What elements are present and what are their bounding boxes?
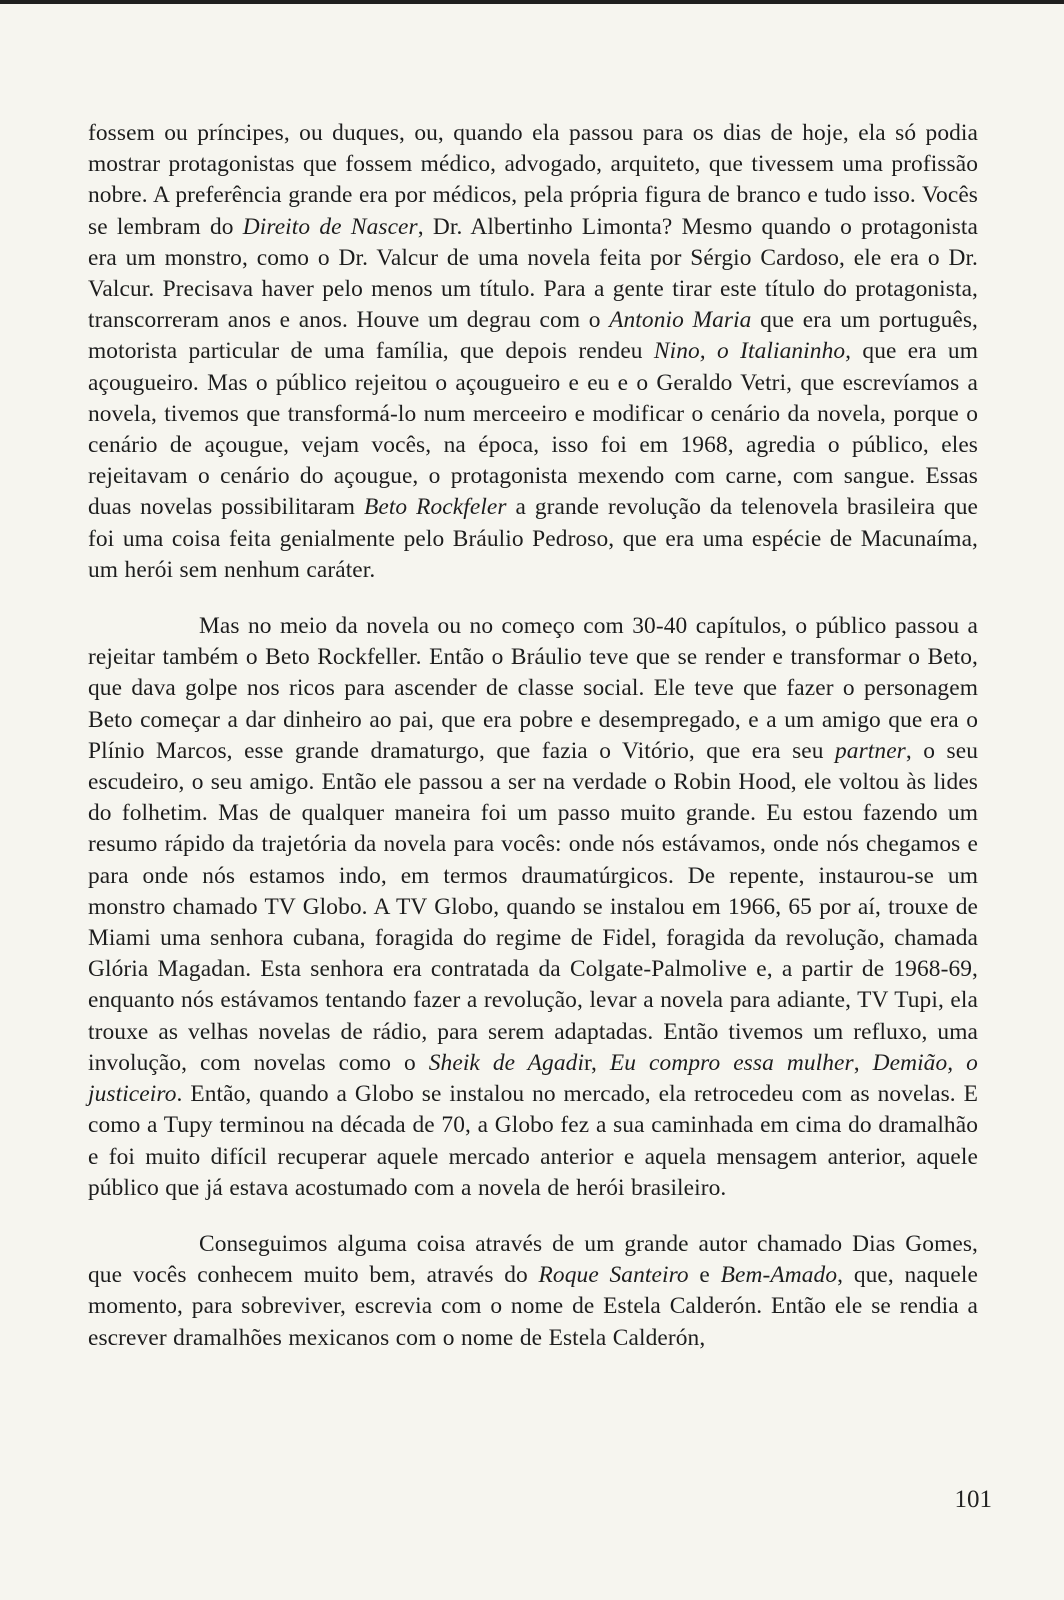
text-run: que era um açougueiro. Mas o público rejeitou o açougueiro e eu e o Geraldo Vetri, que escrevíamos a novela, tivemos que transformá-lo num merceeiro e modificar o cenário da novela, porque o cenário de açougue, vejam vocês, na época, isso foi em 1968, agredia o público, eles rejeitavam o cenário do açougue, o protagonista mexendo com carne, com sangue. Essas duas novelas possibilitaram	[88, 338, 978, 521]
italic-title: Antonio Maria	[609, 307, 752, 334]
italic-title: Bem-Amado	[720, 1262, 838, 1289]
text-run: que era um português, motorista particular de uma família, que depois rendeu	[88, 307, 979, 365]
text-run: . Então, quando a Globo se instalou no mercado, ela retrocedeu com as novelas. E como a Tupy terminou na década de 70, a Globo fez a sua caminhada em cima do dramalhão e foi muito difícil recuperar aquele mercado anterior e aquela mensagem anterior, aquele público que já estava acostumado com a novela de herói brasileiro.	[88, 1081, 978, 1201]
text-run: a grande revolução da telenovela brasileira que foi uma coisa feita genialmente pelo Bráulio Pedroso, que era uma espécie de Macunaíma, um herói sem nenhum caráter.	[88, 494, 979, 583]
body-text	[88, 118, 978, 1354]
paragraph	[88, 1229, 978, 1354]
text-run: r,	[584, 1049, 610, 1076]
page-top-edge	[0, 0, 1064, 4]
text-run: , Dr. Albertinho Limonta? Mesmo quando o protagonista era um monstro, como o Dr. Valcur de uma novela feita por Sérgio Cardoso, ele era o Dr. Valcur. Precisava haver pelo menos um título. Para a gente tirar este título do protagonista, transcorreram anos e anos. Houve um degrau com o	[88, 213, 978, 334]
text-run: Conseguimos alguma coisa através de um grande autor chamado Dias Gomes, que vocês conhecem muito bem, através do	[88, 1230, 978, 1289]
italic-title: Direito de Nascer	[242, 213, 418, 240]
page-number: 101	[954, 1486, 992, 1513]
italic-title: Roque Santeiro	[538, 1262, 689, 1289]
italic-title: Beto Rockfeler	[363, 494, 507, 521]
text-run: , que, naquele momento, para sobreviver, escrevia com o nome de Estela Calderón. Então ele se rendia a escrever dramalhões mexicanos com o nome de Estela Calderón,	[88, 1262, 978, 1351]
text-run: , o seu escudeiro, o seu amigo. Então ele passou a ser na verdade o Robin Hood, ele voltou às lides do folhetim. Mas de qualquer maneira foi um passo muito grande. Eu estou fazendo um resumo rápido da trajetória da novela para vocês: onde nós estávamos, onde nós chegamos e para onde nós estamos indo, em termos draumatúrgicos. De repente, instaurou-se um monstro chamado TV Globo. A TV Globo, quando se instalou em 1966, 65 por aí, trouxe de Miami uma senhora cubana, foragida do regime de Fidel, foragida da revolução, chamada Glória Magadan. Esta senhora era contratada da Colgate-Palmolive e, a partir de 1968-69, enquanto nós estávamos tentando fazer a revolução, levar a novela para adiante, TV Tupi, ela trouxe as velhas novelas de rádio, para serem adaptadas. Então tivemos um refluxo, uma involução, com novelas como o	[88, 737, 978, 1076]
text-run: e	[688, 1262, 721, 1289]
italic-title: Eu compro essa mulher	[609, 1049, 854, 1076]
paragraph	[88, 611, 978, 1204]
text-run: fossem ou príncipes, ou duques, ou, quando ela passou para os dias de hoje, ela só podia mostrar protagonistas que fossem médico, advogado, arquiteto, que tivessem uma profissão nobre. A preferência grande era por médicos, pela própria figura de branco e tudo isso. Vocês se lembram do	[88, 120, 978, 240]
text-run: Mas no meio da novela ou no começo com 30-40 capítulos, o público passou a rejeitar também o Beto Rockfeller. Então o Bráulio teve que se render e transformar o Beto, que dava golpe nos ricos para ascender de classe social. Ele teve que fazer o personagem Beto começar a dar dinheiro ao pai, que era pobre e desempregado, e a um amigo que era o Plínio Marcos, esse grande dramaturgo, que fazia o Vitório, que era seu	[88, 613, 978, 764]
paragraph	[88, 118, 978, 586]
text-run: ,	[853, 1049, 873, 1076]
italic-title: partner	[835, 737, 906, 764]
document-page	[88, 118, 978, 1508]
italic-title: Sheik de Agadi	[428, 1049, 585, 1076]
italic-title: Nino, o Italianinho,	[653, 338, 852, 365]
italic-title: Demião, o justiceiro	[88, 1049, 978, 1108]
